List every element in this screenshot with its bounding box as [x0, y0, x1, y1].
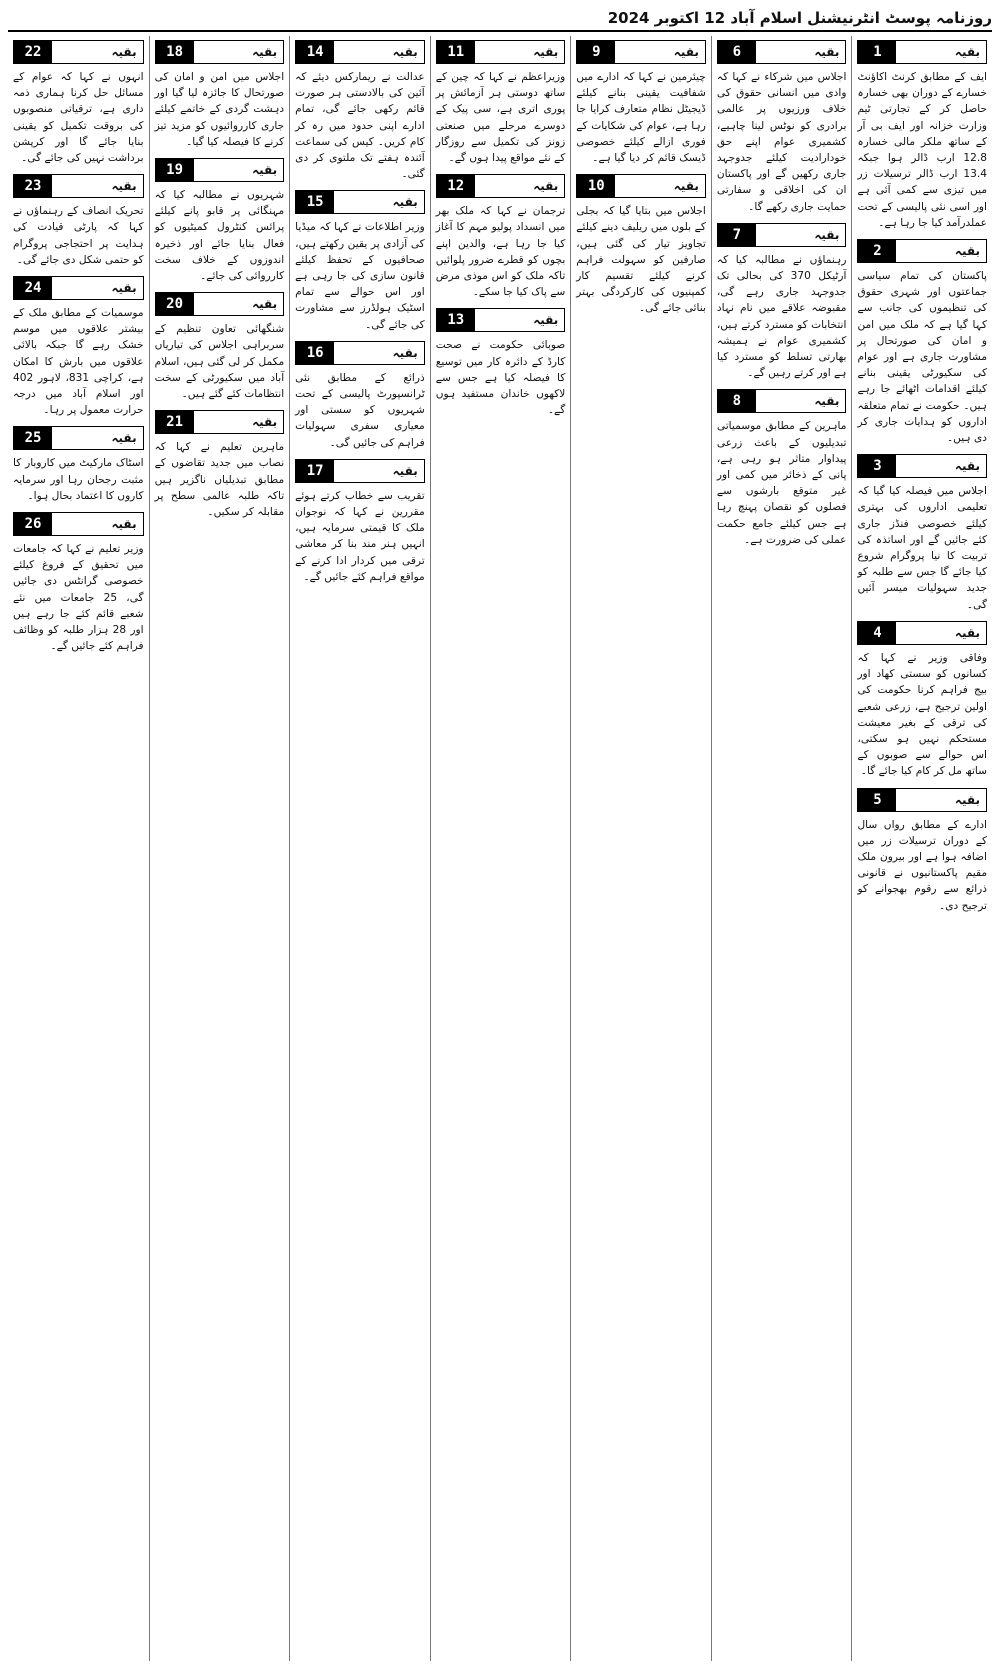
- story-text: شہریوں نے مطالبہ کیا کہ مہنگائی پر قابو پانے کیلئے پرائس کنٹرول کمیٹیوں کو فعال بنایا جائے اور ذخیرہ اندوزوں کے خلاف سخت کارروائی کی جائے۔: [154, 189, 285, 283]
- continued-story: [857, 40, 987, 231]
- continuation-marker: [717, 223, 847, 247]
- continuation-marker: [13, 276, 144, 300]
- continued-story: [717, 223, 847, 382]
- continuation-marker: [576, 40, 706, 64]
- continuation-label: بقیہ: [392, 463, 418, 478]
- story-text: اسٹاک مارکیٹ میں کاروبار کا مثبت رجحان رہا اور سرمایہ کاروں کا اعتماد بحال ہوا۔: [13, 457, 144, 502]
- continuation-number: 6: [718, 41, 756, 63]
- story-text: رہنماؤں نے مطالبہ کیا کہ آرٹیکل 370 کی بحالی تک جدوجہد جاری رہے گی، مقبوضہ علاقے میں نام نہاد انتخابات کو مسترد کرتے ہیں، کشمیری عوام نے ہمیشہ بھارتی تسلط کو مسترد کیا ہے اور کرتے رہیں گے۔: [716, 253, 847, 380]
- story-text: چیئرمین نے کہا کہ ادارے میں شفافیت یقینی بنانے کیلئے ڈیجیٹل نظام متعارف کرایا جا رہا ہے، عوام کی شکایات کے فوری ازالے کیلئے خصوصی ڈیسک قائم کر دیا گیا ہے۔: [576, 71, 706, 165]
- continuation-number: 21: [156, 411, 194, 433]
- continuation-number: 24: [14, 277, 52, 299]
- continued-story: [717, 40, 847, 215]
- continued-story: [576, 40, 706, 166]
- continued-story: [155, 410, 285, 520]
- continuation-number: 2: [858, 240, 896, 262]
- continuation-label: بقیہ: [392, 45, 418, 59]
- continuation-label: بقیہ: [111, 179, 137, 194]
- continuation-label: بقیہ: [533, 45, 559, 59]
- continuation-marker: [13, 40, 144, 64]
- continuation-marker: [155, 158, 285, 182]
- story-text: وزیراعظم نے کہا کہ چین کے ساتھ دوستی ہر آزمائش پر پوری اتری ہے، سی پیک کے دوسرے مرحلے میں صنعتی زونز کی تکمیل سے روزگار کے نئے مواقع پیدا ہوں گے۔: [435, 71, 566, 165]
- story-text: ماہرین تعلیم نے کہا کہ نصاب میں جدید تقاضوں کے مطابق تبدیلیاں ناگزیر ہیں تاکہ طلبہ عالمی سطح پر مقابلہ کر سکیں۔: [154, 441, 285, 519]
- story-text: ادارے کے مطابق رواں سال کے دوران ترسیلات زر میں اضافہ ہوا ہے اور بیرون ملک مقیم پاکستانیوں نے قانونی ذرائع سے رقوم بھجوانے کو ترجیح دی۔: [857, 818, 987, 912]
- continued-story: [436, 308, 566, 418]
- continued-story: [857, 621, 987, 780]
- story-text: شنگھائی تعاون تنظیم کے سربراہی اجلاس کی تیاریاں مکمل کر لی گئی ہیں، اسلام آباد میں سکیورٹی کے سخت انتظامات کئے گئے ہیں۔: [154, 323, 285, 401]
- continuation-marker: [155, 40, 285, 64]
- story-text: اجلاس میں امن و امان کی صورتحال کا جائزہ لیا گیا اور دہشت گردی کے خاتمے کیلئے جاری کارروائیوں کو مزید تیز کرنے کا فیصلہ کیا گیا۔: [154, 71, 285, 148]
- continuation-number: 5: [858, 789, 896, 811]
- continuation-number: 1: [858, 41, 896, 63]
- continuation-number: 9: [577, 41, 615, 63]
- continuation-marker: [295, 459, 425, 483]
- news-column: [149, 36, 290, 1661]
- story-text: وفاقی وزیر نے کہا کہ کسانوں کو سستی کھاد اور بیج فراہم کرنا حکومت کی اولین ترجیح ہے، زرعی شعبے کی ترقی کے بغیر معیشت مستحکم نہیں ہو سکتی، اس حوالے سے صوبوں کے ساتھ مل کر کام کیا جائے گا۔: [857, 651, 987, 778]
- continuation-marker: [857, 788, 987, 812]
- story-text: ذرائع کے مطابق نئی ٹرانسپورٹ پالیسی کے تحت شہریوں کو سستی اور معیاری سفری سہولیات فراہم کی جائیں گی۔: [295, 371, 425, 449]
- continuation-label: بقیہ: [111, 431, 137, 446]
- continued-story: [13, 276, 144, 418]
- continuation-label: بقیہ: [533, 313, 559, 328]
- story-text: موسمیات کے مطابق ملک کے بیشتر علاقوں میں موسم خشک رہے گا جبکہ بالائی علاقوں میں بارش کا امکان ہے، کراچی 831، لاہور 402 اور اسلام آباد میں درجہ حرارت معمول پر رہا۔: [13, 307, 144, 417]
- continuation-number: 11: [437, 41, 475, 63]
- continuation-number: 10: [577, 175, 615, 197]
- continuation-marker: [13, 426, 144, 450]
- continuation-number: 4: [858, 622, 896, 644]
- continued-story: [295, 459, 425, 585]
- continuation-label: بقیہ: [954, 244, 980, 259]
- page-header: [8, 6, 992, 32]
- continuation-label: بقیہ: [954, 792, 980, 807]
- story-text: وزیر تعلیم نے کہا کہ جامعات میں تحقیق کے فروغ کیلئے خصوصی گرانٹس دی جائیں گی، 25 جامعات میں نئے شعبے قائم کئے جا رہے ہیں اور 28 ہزار طلبہ کو وظائف فراہم کئے جائیں گے۔: [13, 543, 144, 653]
- continued-story: [13, 40, 144, 166]
- continuation-number: 12: [437, 175, 475, 197]
- continuation-marker: [295, 40, 425, 64]
- continuation-marker: [717, 389, 847, 413]
- continuation-marker: [857, 621, 987, 645]
- continuation-marker: [155, 410, 285, 434]
- continuation-marker: [13, 174, 144, 198]
- story-text: وزیر اطلاعات نے کہا کہ میڈیا کی آزادی پر یقین رکھتے ہیں، صحافیوں کے تحفظ کیلئے قانون سازی کی جا رہی ہے اور اس حوالے سے تمام اسٹیک ہولڈرز سے مشاورت کی جائے گی۔: [295, 221, 425, 331]
- news-column: [289, 36, 430, 1661]
- continuation-number: 18: [156, 41, 194, 63]
- continued-story: [436, 40, 566, 166]
- continuation-marker: [857, 40, 987, 64]
- continuation-label: بقیہ: [392, 345, 418, 360]
- story-text: اجلاس میں فیصلہ کیا گیا کہ تعلیمی اداروں کی بہتری کیلئے خصوصی فنڈز جاری کئے جائیں گے اور اساتذہ کی تربیت کا نیا پروگرام شروع کیا جائے گا جس سے طلبہ کو جدید سہولیات میسر آئیں گی۔: [857, 485, 987, 611]
- masthead-dateline: روزنامہ پوسٹ انٹرنیشنل اسلام آباد 12 اکتوبر 2024: [607, 9, 992, 27]
- continuation-label: بقیہ: [954, 625, 980, 640]
- continuation-label: بقیہ: [673, 179, 699, 194]
- continuation-number: 8: [718, 390, 756, 412]
- continued-story: [155, 158, 285, 284]
- continued-story: [576, 174, 706, 316]
- continuation-label: بقیہ: [252, 415, 278, 430]
- continuation-number: 26: [14, 513, 52, 535]
- continuation-label: بقیہ: [814, 227, 840, 242]
- continuation-number: 22: [14, 41, 52, 63]
- continuation-number: 25: [14, 427, 52, 449]
- continued-story: [13, 426, 144, 504]
- story-text: اجلاس میں بتایا گیا کہ بجلی کے بلوں میں ریلیف دینے کیلئے تجاویز تیار کی گئی ہیں، صارفین کو سہولت فراہم کرنے کیلئے تقسیم کار کمپنیوں کی کارکردگی بہتر بنائی جائے گی۔: [576, 205, 706, 315]
- continuation-label: بقیہ: [111, 517, 137, 532]
- story-text: اجلاس میں شرکاء نے کہا کہ وادی میں انسانی حقوق کی خلاف ورزیوں پر عالمی برادری کو نوٹس لینا چاہیے، کشمیری عوام اپنے حق خودارادیت کیلئے جدوجہد جاری رکھیں گے اور پاکستان ان کی اخلاقی و سفارتی حمایت جاری رکھے گا۔: [716, 71, 847, 213]
- continuation-number: 20: [156, 293, 194, 315]
- continuation-marker: [155, 292, 285, 316]
- continuation-number: 13: [437, 309, 475, 331]
- story-text: انہوں نے کہا کہ عوام کے مسائل حل کرنا ہماری ذمہ داری ہے، ترقیاتی منصوبوں کی بروقت تکمیل کو یقینی بنایا جائے گا اور کرپشن برداشت نہیں کی جائے گی۔: [13, 71, 144, 165]
- news-column: [8, 36, 149, 1661]
- continuation-number: 16: [296, 342, 334, 364]
- newspaper-page: [8, 36, 992, 1661]
- continuation-label: بقیہ: [954, 459, 980, 474]
- continuation-label: بقیہ: [392, 195, 418, 210]
- story-text: عدالت نے ریمارکس دیئے کہ آئین کی بالادستی ہر صورت قائم رکھی جائے گی، تمام ادارے اپنی حدود میں رہ کر کام کریں۔ کیس کی سماعت آئندہ ہفتے تک ملتوی کر دی گئی۔: [295, 71, 425, 181]
- story-text: ترجمان نے کہا کہ ملک بھر میں انسداد پولیو مہم کا آغاز کیا جا رہا ہے، والدین اپنے بچوں کو قطرے ضرور پلوائیں تاکہ ملک کو اس موذی مرض سے پاک کیا جا سکے۔: [435, 205, 566, 299]
- continuation-label: بقیہ: [673, 45, 699, 59]
- story-text: ماہرین کے مطابق موسمیاتی تبدیلیوں کے باعث زرعی پیداوار متاثر ہو رہی ہے، پانی کے ذخائر میں کمی اور غیر متوقع بارشوں سے فصلوں کو نقصان پہنچ رہا ہے جس کیلئے جامع حکمت عملی کی ضرورت ہے۔: [716, 420, 847, 546]
- continued-story: [436, 174, 566, 300]
- continuation-number: 15: [296, 191, 334, 213]
- continuation-number: 23: [14, 175, 52, 197]
- continued-story: [857, 239, 987, 446]
- continued-story: [13, 174, 144, 268]
- continuation-label: بقیہ: [111, 45, 137, 59]
- continuation-label: بقیہ: [533, 179, 559, 194]
- continuation-marker: [13, 512, 144, 536]
- continuation-label: بقیہ: [252, 297, 278, 312]
- continuation-number: 7: [718, 224, 756, 246]
- continued-story: [717, 389, 847, 548]
- news-column: [570, 36, 711, 1661]
- continued-story: [295, 341, 425, 451]
- continuation-marker: [857, 239, 987, 263]
- continuation-marker: [576, 174, 706, 198]
- news-column: [430, 36, 571, 1661]
- continued-story: [155, 40, 285, 150]
- continuation-marker: [436, 308, 566, 332]
- story-text: تقریب سے خطاب کرتے ہوئے مقررین نے کہا کہ نوجوان ملک کا قیمتی سرمایہ ہیں، انہیں ہنر مند بنا کر معاشی ترقی میں کردار ادا کرنے کے مواقع فراہم کئے جائیں گے۔: [295, 489, 425, 583]
- story-text: پاکستان کی تمام سیاسی جماعتوں اور شہری حقوق کی تنظیموں کی جانب سے کہا گیا ہے کہ ملک میں امن و امان کی صورتحال پر مشاورت جاری ہے اور عوام کی سکیورٹی یقینی بنانے کیلئے اقدامات اٹھائے جا رہے ہیں۔ حکومت نے تمام متعلقہ اداروں کو ہدایات جاری کر دی ہیں۔: [857, 270, 987, 445]
- continuation-marker: [295, 190, 425, 214]
- continuation-label: بقیہ: [252, 163, 278, 178]
- continuation-marker: [436, 174, 566, 198]
- continuation-label: بقیہ: [814, 394, 840, 409]
- continuation-marker: [717, 40, 847, 64]
- continuation-label: بقیہ: [111, 281, 137, 296]
- continuation-number: 17: [296, 460, 334, 482]
- continued-story: [155, 292, 285, 402]
- continuation-label: بقیہ: [814, 45, 840, 59]
- continuation-marker: [295, 341, 425, 365]
- continuation-number: 3: [858, 455, 896, 477]
- story-text: ایف کے مطابق کرنٹ اکاؤنٹ خسارے کے دوران بھی خسارہ حاصل کر کے تجارتی ٹیم وزارت خزانہ اور ایف بی آر کے ساتھ ملکر مالی خسارہ 12.8 ارب ڈالر ہوا جبکہ 13.4 ارب ڈالر ترسیلات زر میں تیزی سے کمی آئی ہے اور اسی نئی پالیسی کے تحت عملدرآمد کیا جا رہا ہے۔: [857, 71, 987, 229]
- news-column: [711, 36, 852, 1661]
- story-text: تحریک انصاف کے رہنماؤں نے کہا کہ پارٹی قیادت کی ہدایت پر احتجاجی پروگرام کو حتمی شکل دی جائے گی۔: [13, 205, 144, 266]
- continued-story: [295, 40, 425, 182]
- continuation-number: 19: [156, 159, 194, 181]
- continued-story: [857, 454, 987, 613]
- continued-story: [13, 512, 144, 654]
- continuation-marker: [857, 454, 987, 478]
- continuation-number: 14: [296, 41, 334, 63]
- continued-story: [857, 788, 987, 914]
- continuation-label: بقیہ: [954, 45, 980, 59]
- news-column: [851, 36, 992, 1661]
- continuation-label: بقیہ: [252, 45, 278, 59]
- continuation-marker: [436, 40, 566, 64]
- continued-story: [295, 190, 425, 332]
- story-text: صوبائی حکومت نے صحت کارڈ کے دائرہ کار میں توسیع کا فیصلہ کیا ہے جس سے لاکھوں خاندان مستفید ہوں گے۔: [435, 339, 566, 417]
